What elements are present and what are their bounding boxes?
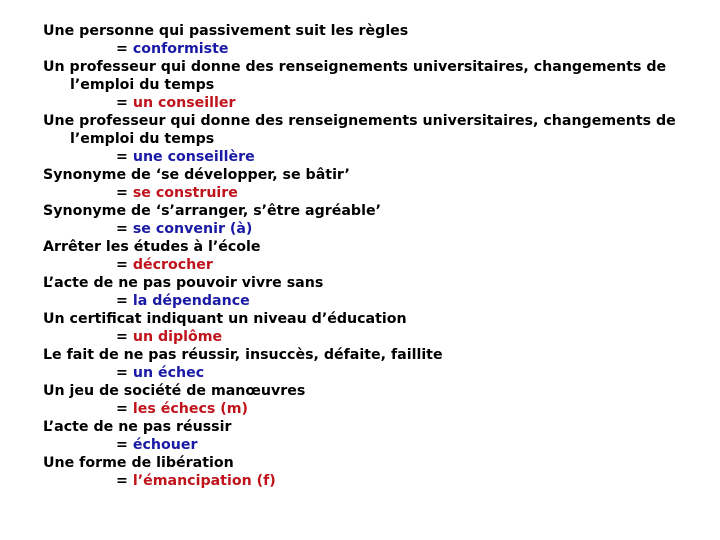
- entry-answer-line: [43, 148, 703, 166]
- vocab-entry: [43, 346, 703, 382]
- entry-definition: Un certificat indiquant un niveau d’éducation: [43, 311, 407, 327]
- entry-answer-line: [43, 40, 703, 58]
- entry-answer: un diplôme: [132, 329, 223, 345]
- entry-answer: l’émancipation (f): [132, 473, 276, 489]
- entry-answer-line: [43, 220, 703, 238]
- entry-answer-line: [43, 400, 703, 418]
- entry-answer-line: [43, 184, 703, 202]
- entry-answer: échouer: [132, 437, 198, 453]
- entry-definition: Une personne qui passivement suit les règles: [43, 23, 409, 39]
- entry-answer-line: [43, 472, 703, 490]
- equals-sign: =: [116, 41, 128, 57]
- vocab-entry: [43, 310, 703, 346]
- entry-answer-line: [43, 364, 703, 382]
- entry-answer: conformiste: [132, 41, 229, 57]
- equals-sign: =: [116, 221, 128, 237]
- entry-answer: se convenir (à): [132, 221, 253, 237]
- entry-answer: un conseiller: [132, 95, 236, 111]
- vocab-entry: [43, 418, 703, 454]
- entry-answer-line: [43, 94, 703, 112]
- vocab-entry: [43, 166, 703, 202]
- vocab-entry: [43, 454, 703, 490]
- entry-answer-line: [43, 292, 703, 310]
- vocab-entry: [43, 238, 703, 274]
- entry-answer: se construire: [132, 185, 238, 201]
- equals-sign: =: [116, 95, 128, 111]
- entry-definition: Une professeur qui donne des renseignements universitaires, changements de l’emploi du temps: [43, 113, 676, 147]
- equals-sign: =: [116, 365, 128, 381]
- entry-definition: L’acte de ne pas pouvoir vivre sans: [43, 275, 324, 291]
- equals-sign: =: [116, 401, 128, 417]
- vocab-entry: [43, 58, 703, 112]
- vocab-entry: [43, 202, 703, 238]
- vocab-entry: [43, 22, 703, 58]
- entry-definition: Le fait de ne pas réussir, insuccès, défaite, faillite: [43, 347, 443, 363]
- vocab-entry: [43, 382, 703, 418]
- entry-answer: la dépendance: [132, 293, 250, 309]
- equals-sign: =: [116, 437, 128, 453]
- equals-sign: =: [116, 185, 128, 201]
- entry-answer-line: [43, 256, 703, 274]
- equals-sign: =: [116, 329, 128, 345]
- entry-answer: les échecs (m): [132, 401, 249, 417]
- entry-definition: Arrêter les études à l’école: [43, 239, 261, 255]
- equals-sign: =: [116, 149, 128, 165]
- entry-definition: L’acte de ne pas réussir: [43, 419, 232, 435]
- entry-definition: Synonyme de ‘se développer, se bâtir’: [43, 167, 350, 183]
- equals-sign: =: [116, 257, 128, 273]
- entry-answer: un échec: [132, 365, 205, 381]
- entry-definition: Une forme de libération: [43, 455, 234, 471]
- vocabulary-list: [43, 22, 703, 490]
- equals-sign: =: [116, 473, 128, 489]
- entry-answer-line: [43, 328, 703, 346]
- equals-sign: =: [116, 293, 128, 309]
- entry-definition: Synonyme de ‘s’arranger, s’être agréable’: [43, 203, 381, 219]
- entry-answer: décrocher: [132, 257, 213, 273]
- entry-definition: Un professeur qui donne des renseignements universitaires, changements de l’emploi du temps: [43, 59, 667, 93]
- vocab-entry: [43, 112, 703, 166]
- vocab-entry: [43, 274, 703, 310]
- entry-definition: Un jeu de société de manœuvres: [43, 383, 306, 399]
- entry-answer-line: [43, 436, 703, 454]
- entry-answer: une conseillère: [132, 149, 255, 165]
